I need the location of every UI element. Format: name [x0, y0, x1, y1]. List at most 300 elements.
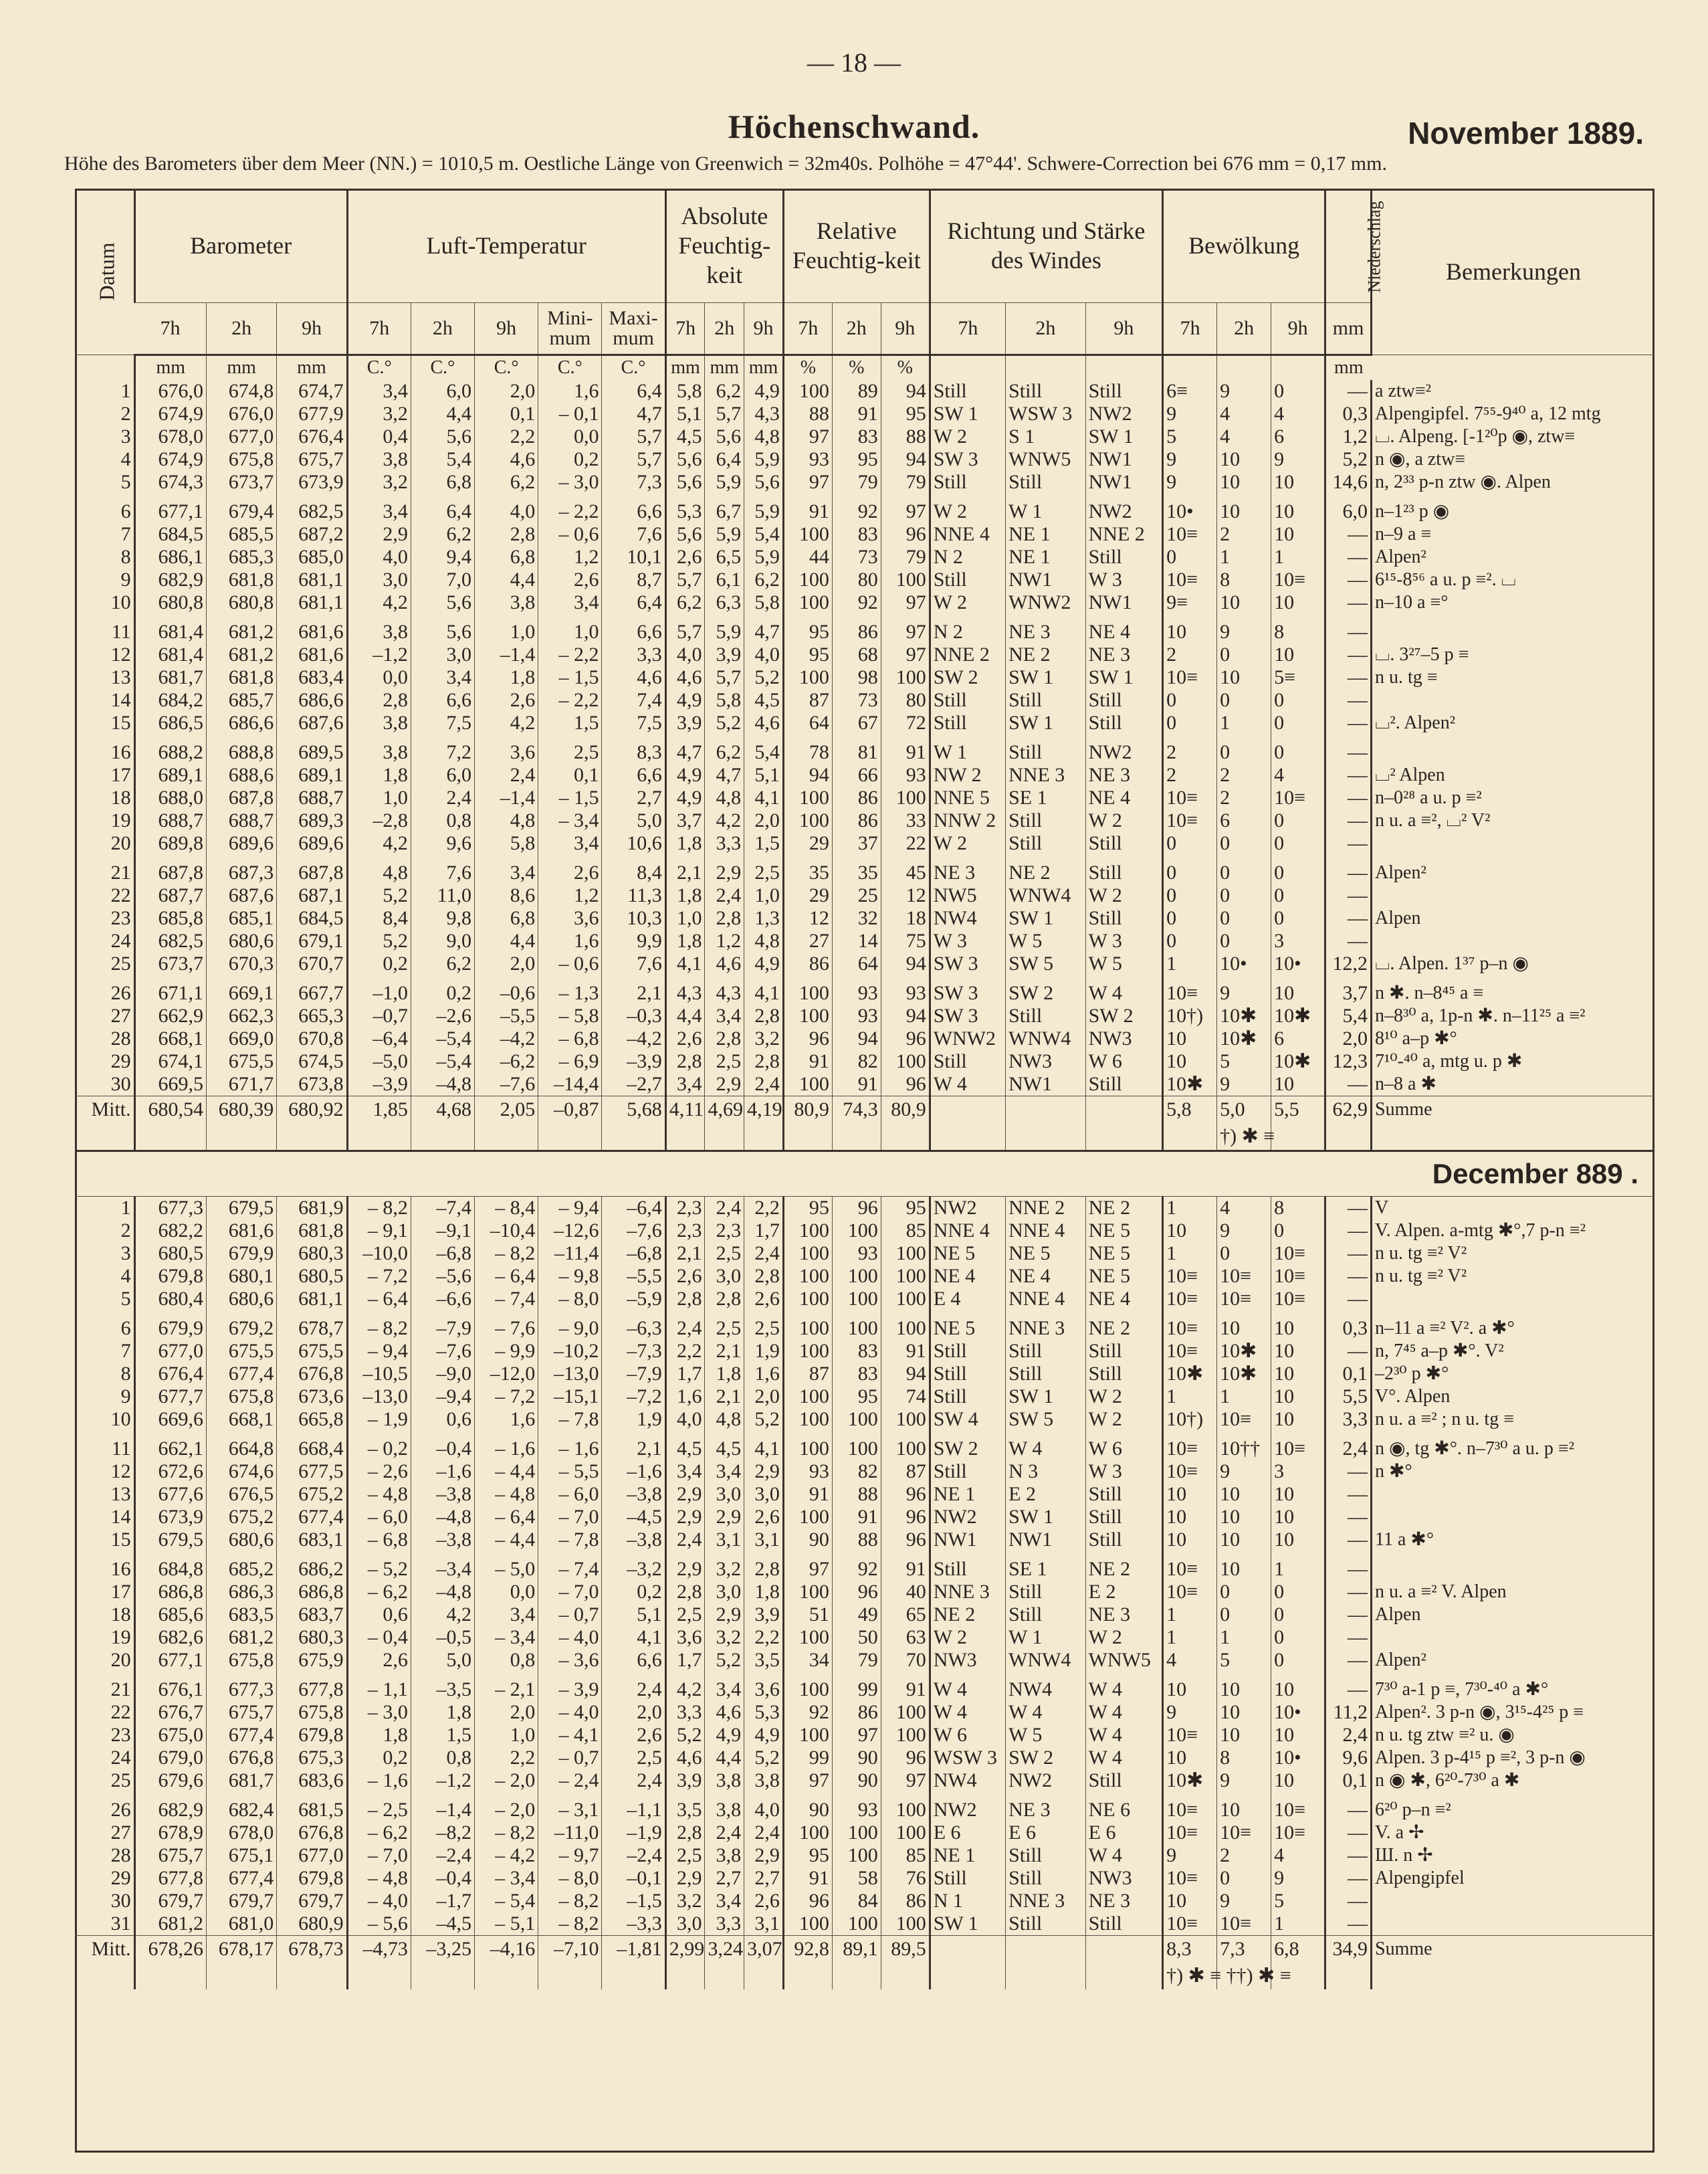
station-info-line: Höhe des Barometers über dem Meer (NN.) = 1010,5 m. Oestliche Länge von Greenwich = 32m40s. Polhöhe = 47°44'. Schwere-Correction bei 676 mm = 0,17 mm.: [64, 153, 1387, 175]
cell: n–8 a ✱: [1372, 1073, 1654, 1096]
cell: Still: [1006, 1581, 1086, 1603]
cell: SW 1: [1006, 907, 1086, 930]
table-row: [75, 1769, 1654, 1792]
cell: 100: [881, 787, 930, 809]
h9: 9h: [1271, 303, 1325, 355]
cell: 688,7: [134, 809, 206, 832]
cell: 4,1: [744, 982, 784, 1005]
cell: 10: [1271, 471, 1325, 494]
cell: 676,0: [206, 403, 276, 425]
cell: W 4: [1085, 982, 1162, 1005]
cell: 1: [1163, 1385, 1217, 1408]
cell: 2,0: [1325, 1027, 1372, 1050]
cell: —: [1325, 1242, 1372, 1265]
cell: 677,5: [277, 1460, 347, 1483]
cell: 97: [881, 500, 930, 523]
cell: 675,8: [206, 1649, 276, 1672]
cell: 679,6: [134, 1769, 206, 1792]
cell: 13: [110, 666, 131, 688]
cell: 100: [783, 1385, 832, 1408]
cell: – 5,8: [538, 1005, 602, 1027]
cell: –3,25: [411, 1936, 474, 1963]
cell: 10†): [1163, 1005, 1217, 1027]
cell: Still: [930, 689, 1005, 712]
cell: –0,7: [347, 1005, 411, 1027]
cell: – 4,0: [538, 1701, 602, 1724]
cell: 95: [783, 644, 832, 666]
cell: – 4,0: [538, 1626, 602, 1649]
cell: 28: [110, 1844, 131, 1866]
cell: –4,16: [475, 1936, 538, 1963]
cell: – 8,2: [347, 1197, 411, 1220]
cell: 675,8: [206, 1385, 276, 1408]
cell: 88: [832, 1528, 881, 1551]
cell: 7,6: [602, 523, 665, 546]
cell: 673,8: [277, 1073, 347, 1096]
spacer-row: [75, 1672, 1654, 1678]
cell: 6,0: [1325, 500, 1372, 523]
table-row: [75, 1483, 1654, 1506]
cell: SW 2: [930, 1438, 1005, 1460]
cell: —: [1325, 689, 1372, 712]
spacer-row: [75, 1431, 1654, 1438]
cell: 6: [1271, 1027, 1325, 1050]
cell: n u. tg ≡² V²: [1372, 1265, 1654, 1288]
cell: 6,1: [705, 569, 744, 591]
cell: 0: [1217, 884, 1271, 907]
cell: SW 1: [930, 403, 1005, 425]
cell: 4,4: [411, 403, 474, 425]
cell: 0,8: [475, 1649, 538, 1672]
cell: 673,9: [134, 1506, 206, 1528]
cell: 8: [120, 546, 131, 568]
cell: E 6: [930, 1821, 1005, 1844]
cell: 6,4: [705, 448, 744, 471]
cell: 2,1: [705, 1385, 744, 1408]
table-row: [75, 1678, 1654, 1701]
cell: 676,4: [134, 1363, 206, 1385]
cell: – 4,8: [347, 1867, 411, 1890]
cell: 677,0: [206, 425, 276, 448]
cell: 2,9: [705, 1603, 744, 1626]
cell: 667,7: [277, 982, 347, 1005]
cell: 669,6: [134, 1408, 206, 1431]
cell: 3,4: [705, 1890, 744, 1912]
cell: V. a ✢: [1372, 1821, 1654, 1844]
cell: 10: [1271, 523, 1325, 546]
cell: 8,4: [602, 862, 665, 884]
cell: ⌴. Alpen. 1³⁷ p–n ◉: [1372, 953, 1654, 975]
cell: 10≡: [1163, 569, 1217, 591]
cell: 99: [783, 1747, 832, 1769]
cell: 680,54: [134, 1096, 206, 1124]
cell: 72: [881, 712, 930, 734]
cell: 2,8: [347, 689, 411, 712]
cell: –10,4: [475, 1219, 538, 1242]
cell: NE 3: [1085, 764, 1162, 787]
cell: 30: [110, 1073, 131, 1095]
cell: 0,2: [347, 953, 411, 975]
cell: 0: [1271, 1626, 1325, 1649]
cell: NW1: [1085, 591, 1162, 614]
cell: 0: [1271, 741, 1325, 764]
col-abs-humidity: Absolute Feuchtig-keit: [665, 189, 783, 303]
cell: 25: [832, 884, 881, 907]
cell: 10: [1217, 1528, 1271, 1551]
cell: 10: [1163, 621, 1217, 644]
cell: 80: [832, 569, 881, 591]
cell: 0: [1217, 930, 1271, 953]
cell: n–1²³ p ◉: [1372, 500, 1654, 523]
cell: 668,4: [277, 1438, 347, 1460]
table-row: [75, 1005, 1654, 1027]
cell: 94: [881, 1363, 930, 1385]
cell: NNE 3: [930, 1581, 1005, 1603]
cell: 5,2: [665, 1724, 705, 1747]
cell: 3,1: [744, 1912, 784, 1936]
cell: n u. tg ztw ≡² u. ◉: [1372, 1724, 1654, 1747]
cell: NW3: [1085, 1027, 1162, 1050]
cell: W 6: [930, 1724, 1005, 1747]
cell: 90: [783, 1799, 832, 1821]
cell: NE 1: [930, 1483, 1005, 1506]
table-row: [75, 1363, 1654, 1385]
cell: 1: [120, 1197, 131, 1219]
cell: NW2: [1085, 741, 1162, 764]
cell: 6,6: [602, 764, 665, 787]
cell: 10•: [1217, 953, 1271, 975]
cell: 4: [1217, 403, 1271, 425]
cell: 1,2: [538, 884, 602, 907]
cell: 96: [832, 1197, 881, 1220]
cell: 681,7: [206, 1769, 276, 1792]
cell: 4,0: [347, 546, 411, 569]
cell: NE 2: [930, 1603, 1005, 1626]
footnote-row-december: [75, 1963, 1654, 1989]
cell: 95: [881, 403, 930, 425]
table-row: [75, 1912, 1654, 1936]
month-row-december: [75, 1151, 1654, 1197]
cell: 10≡: [1163, 1581, 1217, 1603]
cell: –1,9: [602, 1821, 665, 1844]
month-title-november: November 1889.: [1408, 116, 1644, 151]
table-row: [75, 741, 1654, 764]
cell: 2,6: [538, 569, 602, 591]
cell: SW 1: [1006, 666, 1086, 689]
cell: – 8,2: [475, 1821, 538, 1844]
cell: – 1,5: [538, 666, 602, 689]
cell: 4,9: [744, 380, 784, 403]
cell: 0,1: [1325, 1363, 1372, 1385]
table-row: [75, 1528, 1654, 1551]
cell: [1372, 1890, 1654, 1912]
cell: 91: [881, 741, 930, 764]
cell: W 2: [1085, 1626, 1162, 1649]
cell: 96: [783, 1890, 832, 1912]
cell: 95: [881, 1197, 930, 1220]
unit-cell: mm: [744, 355, 784, 381]
cell: Alpen²: [1372, 546, 1654, 569]
table-row: [75, 1317, 1654, 1340]
cell: – 8,2: [538, 1890, 602, 1912]
cell: n u. tg ≡: [1372, 666, 1654, 689]
cell: 3: [120, 1242, 131, 1264]
cell: 679,4: [206, 500, 276, 523]
cell: 0: [1217, 832, 1271, 855]
cell: 100: [881, 1265, 930, 1288]
cell: 3,5: [665, 1799, 705, 1821]
cell: 88: [881, 425, 930, 448]
table-row: [75, 1581, 1654, 1603]
cell: 1,8: [347, 764, 411, 787]
cell: –1,6: [602, 1460, 665, 1483]
cell: 2,99: [665, 1936, 705, 1963]
cell: 3,4: [665, 1460, 705, 1483]
cell: 686,5: [134, 712, 206, 734]
mittel-row-november: [75, 1096, 1654, 1124]
cell: 681,2: [134, 1912, 206, 1936]
cell: 1,5: [411, 1724, 474, 1747]
cell: 3,6: [744, 1678, 784, 1701]
cell: 28: [110, 1027, 131, 1050]
cell: NE 5: [1085, 1219, 1162, 1242]
cell: Alpengipfel: [1372, 1867, 1654, 1890]
cell: 662,3: [206, 1005, 276, 1027]
cell: 5,0: [602, 809, 665, 832]
cell: 683,6: [277, 1769, 347, 1792]
cell: 673,7: [134, 953, 206, 975]
cell: —: [1325, 1603, 1372, 1626]
cell: 4,5: [744, 689, 784, 712]
unit-cell: C.°: [538, 355, 602, 381]
col-wind: Richtung und Stärke des Windes: [930, 189, 1162, 303]
cell: –15,1: [538, 1385, 602, 1408]
cell: 10•: [1271, 1747, 1325, 1769]
table-row: [75, 546, 1654, 569]
table-row: [75, 1701, 1654, 1724]
cell: 4,0: [475, 500, 538, 523]
cell: 3,3: [705, 832, 744, 855]
cell: NNE 4: [1006, 1219, 1086, 1242]
unit-cell: [1006, 355, 1086, 381]
cell: 10: [1163, 1528, 1217, 1551]
cell: –0,5: [411, 1626, 474, 1649]
cell: 2,0: [475, 953, 538, 975]
cell: 6,8: [411, 471, 474, 494]
cell: 686,8: [277, 1581, 347, 1603]
cell: —: [1325, 907, 1372, 930]
cell: 5,6: [744, 471, 784, 494]
cell: 10: [1271, 1528, 1325, 1551]
unit-cell: mm: [665, 355, 705, 381]
cell: 4,9: [665, 787, 705, 809]
cell: 96: [783, 1027, 832, 1050]
cell: 2,4: [665, 1317, 705, 1340]
cell: SW 4: [930, 1408, 1005, 1431]
cell: 92: [832, 500, 881, 523]
footnote-december: †) ✱ ≡ ††) ✱ ≡: [1163, 1963, 1217, 1989]
cell: 2,6: [602, 1724, 665, 1747]
cell: 0,8: [411, 809, 474, 832]
table-row: [75, 1050, 1654, 1073]
cell: —: [1325, 591, 1372, 614]
cell: 1,5: [744, 832, 784, 855]
cell: 2,4: [744, 1073, 784, 1096]
cell: Still: [1085, 1363, 1162, 1385]
cell: 9: [120, 569, 131, 591]
cell: 3,7: [1325, 982, 1372, 1005]
table-body: [75, 355, 1654, 1990]
cell: 100: [783, 1821, 832, 1844]
h2: 2h: [832, 303, 881, 355]
spacer-row: [75, 734, 1654, 741]
cell: 679,7: [277, 1890, 347, 1912]
cell: 678,17: [206, 1936, 276, 1963]
cell: 37: [832, 832, 881, 855]
cell: 681,2: [206, 621, 276, 644]
cell: E 6: [1085, 1821, 1162, 1844]
table-row: [75, 1265, 1654, 1288]
cell: 4,2: [347, 591, 411, 614]
cell: – 0,1: [538, 403, 602, 425]
cell: 672,6: [134, 1460, 206, 1483]
cell: Still: [930, 1867, 1005, 1890]
cell: 3: [1271, 1460, 1325, 1483]
cell: 685,2: [206, 1558, 276, 1581]
cell: 9: [1217, 1219, 1271, 1242]
cell: 90: [783, 1528, 832, 1551]
cell: 2,2: [475, 1747, 538, 1769]
table-row: [75, 621, 1654, 644]
unit-cell: [1163, 355, 1217, 381]
cell: 687,8: [134, 862, 206, 884]
cell: —: [1325, 1460, 1372, 1483]
cell: 0,3: [1325, 403, 1372, 425]
cell: 688,8: [206, 741, 276, 764]
cell: 18: [881, 907, 930, 930]
cell: 93: [832, 1242, 881, 1265]
cell: 1,85: [347, 1096, 411, 1124]
cell: 2,8: [665, 1288, 705, 1310]
cell: 675,5: [206, 1050, 276, 1073]
cell: –11,0: [538, 1821, 602, 1844]
cell: 9: [1217, 982, 1271, 1005]
cell: 10: [1271, 591, 1325, 614]
cell: 96: [881, 1073, 930, 1096]
cell: – 1,6: [475, 1438, 538, 1460]
cell: 4,7: [705, 764, 744, 787]
table-row: [75, 1027, 1654, 1050]
cell: Still: [930, 380, 1005, 403]
cell: 100: [881, 1288, 930, 1310]
cell: –3,8: [411, 1528, 474, 1551]
cell: NW3: [930, 1649, 1005, 1672]
cell: 2,1: [602, 1438, 665, 1460]
cell: SE 1: [1006, 1558, 1086, 1581]
table-row: [75, 403, 1654, 425]
cell: 3,4: [665, 1073, 705, 1096]
cell: 5,9: [705, 471, 744, 494]
cell: 4,6: [705, 1701, 744, 1724]
cell: 10: [1163, 1678, 1217, 1701]
cell: 18: [110, 1603, 131, 1625]
cell: 671,7: [206, 1073, 276, 1096]
cell: 674,9: [134, 403, 206, 425]
cell: 3,2: [347, 403, 411, 425]
cell: 5,7: [705, 666, 744, 689]
cell: 100: [881, 1317, 930, 1340]
table-row: [75, 1799, 1654, 1821]
cell: SW 3: [930, 448, 1005, 471]
cell: 100: [832, 1265, 881, 1288]
cell: NE 2: [1006, 644, 1086, 666]
cell: – 0,4: [347, 1626, 411, 1649]
cell: 4,0: [744, 1799, 784, 1821]
cell: 685,8: [134, 907, 206, 930]
cell: 10≡: [1271, 1265, 1325, 1288]
cell: 3,4: [347, 380, 411, 403]
cell: W 4: [1085, 1678, 1162, 1701]
cell: 65: [881, 1603, 930, 1626]
cell: 6,3: [705, 591, 744, 614]
cell: – 3,1: [538, 1799, 602, 1821]
cell: 2,8: [744, 1005, 784, 1027]
cell: 10≡: [1217, 1265, 1271, 1288]
cell: 3,0: [347, 569, 411, 591]
cell: NW1: [1006, 569, 1086, 591]
cell: 0,6: [347, 1603, 411, 1626]
cell: 11: [111, 1438, 131, 1460]
cell: 95: [783, 621, 832, 644]
cell: Still: [1085, 380, 1162, 403]
cell: 97: [783, 425, 832, 448]
cell: 12,2: [1325, 953, 1372, 975]
cell: – 4,4: [475, 1460, 538, 1483]
cell: 674,9: [134, 448, 206, 471]
cell: 10: [1217, 1506, 1271, 1528]
cell: 0: [1271, 832, 1325, 855]
cell: 3,6: [665, 1626, 705, 1649]
cell: 10≡: [1163, 1558, 1217, 1581]
cell: WNW2: [930, 1027, 1005, 1050]
cell: E 2: [1085, 1581, 1162, 1603]
cell: 10: [1271, 1769, 1325, 1792]
cell: 3,5: [744, 1649, 784, 1672]
cell: [1372, 621, 1654, 644]
cell: 10: [1217, 1483, 1271, 1506]
cell: 2,9: [665, 1558, 705, 1581]
cell: 680,1: [206, 1265, 276, 1288]
cell: [1372, 1558, 1654, 1581]
h2: 2h: [705, 303, 744, 355]
cell: 9: [1217, 1460, 1271, 1483]
cell: 58: [832, 1867, 881, 1890]
cell: NE 4: [1006, 1265, 1086, 1288]
cell: ⌴² Alpen: [1372, 764, 1654, 787]
cell: 83: [832, 1340, 881, 1363]
cell: 2,8: [744, 1050, 784, 1073]
cell: 688,2: [134, 741, 206, 764]
table-row: [75, 1073, 1654, 1096]
cell: W 4: [930, 1701, 1005, 1724]
cell: –4,73: [347, 1936, 411, 1963]
cell: 4,9: [665, 689, 705, 712]
cell: 3,0: [665, 1912, 705, 1936]
cell: NE 1: [1006, 546, 1086, 569]
cell: 2,0: [744, 809, 784, 832]
cell: 678,0: [206, 1821, 276, 1844]
cell: 100: [783, 1506, 832, 1528]
